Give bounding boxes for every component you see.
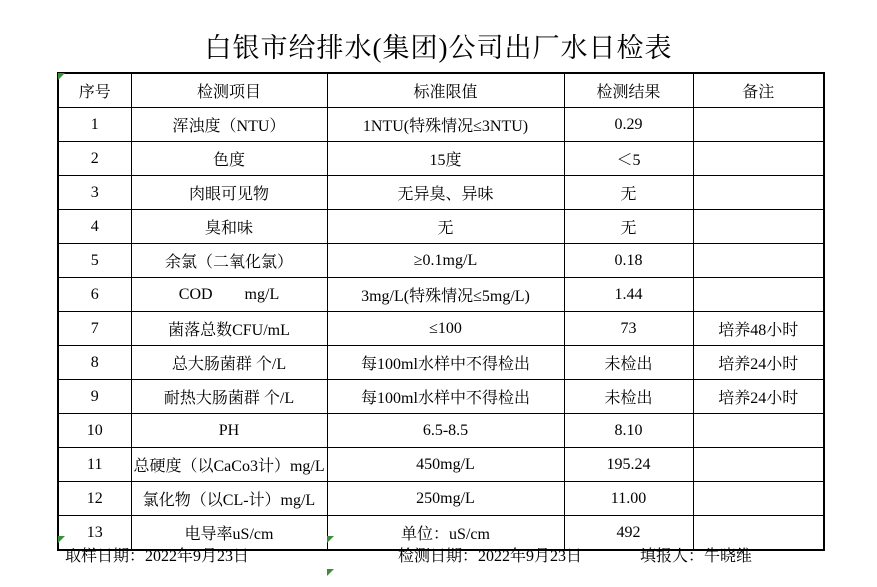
cell-result[interactable]: 8.10 <box>564 414 693 448</box>
cell-result[interactable]: 未检出 <box>564 380 693 414</box>
cell-standard[interactable]: 3mg/L(特殊情况≤5mg/L) <box>327 278 564 312</box>
testing-date[interactable]: 检测日期：2022年9月23日 <box>398 548 583 565</box>
cell-no[interactable]: 8 <box>58 346 131 380</box>
cell-item[interactable]: 耐热大肠菌群 个/L <box>131 380 327 414</box>
column-header-standard: 标准限值 <box>327 73 564 108</box>
excel-cell-flag-icon <box>58 536 65 543</box>
cell-note[interactable]: 培养48小时 <box>693 312 824 346</box>
cell-item[interactable]: 色度 <box>131 142 327 176</box>
reporter-name[interactable]: 填报人：牛晓维 <box>640 548 753 565</box>
cell-note[interactable] <box>693 108 824 142</box>
cell-standard[interactable]: 无异臭、异味 <box>327 176 564 210</box>
cell-item[interactable]: 氯化物（以CL-计）mg/L <box>131 482 327 516</box>
table-row <box>58 278 824 312</box>
cell-item[interactable]: 浑浊度（NTU） <box>131 108 327 142</box>
cell-result[interactable]: 492 <box>564 516 693 551</box>
cell-standard[interactable]: 15度 <box>327 142 564 176</box>
table-row <box>58 448 824 482</box>
table-header-row <box>58 73 824 108</box>
cell-result[interactable]: 1.44 <box>564 278 693 312</box>
cell-no[interactable]: 7 <box>58 312 131 346</box>
cell-result[interactable]: 11.00 <box>564 482 693 516</box>
cell-note[interactable] <box>693 210 824 244</box>
cell-no[interactable]: 3 <box>58 176 131 210</box>
cell-no[interactable]: 13 <box>58 516 131 551</box>
excel-cell-flag-icon <box>327 569 334 576</box>
cell-item[interactable]: 臭和味 <box>131 210 327 244</box>
cell-result[interactable]: 无 <box>564 210 693 244</box>
cell-item[interactable]: 总硬度（以CaCo3计）mg/L <box>131 448 327 482</box>
cell-no[interactable]: 2 <box>58 142 131 176</box>
cell-item[interactable]: 电导率uS/cm <box>131 516 327 551</box>
cell-note[interactable]: 培养24小时 <box>693 346 824 380</box>
cell-no[interactable]: 1 <box>58 108 131 142</box>
table-row <box>58 210 824 244</box>
cell-standard[interactable]: 单位：uS/cm <box>327 516 564 551</box>
cell-no[interactable]: 10 <box>58 414 131 448</box>
cell-standard[interactable]: 1NTU(特殊情况≤3NTU) <box>327 108 564 142</box>
cell-result[interactable]: 无 <box>564 176 693 210</box>
cell-item[interactable]: COD mg/L <box>131 278 327 312</box>
cell-note[interactable] <box>693 414 824 448</box>
cell-note[interactable] <box>693 244 824 278</box>
cell-no[interactable]: 4 <box>58 210 131 244</box>
sampling-date[interactable]: 取样日期：2022年9月23日 <box>65 548 250 565</box>
cell-item[interactable]: 余氯（二氧化氯） <box>131 244 327 278</box>
cell-item[interactable]: PH <box>131 414 327 448</box>
cell-no[interactable]: 12 <box>58 482 131 516</box>
table-row <box>58 142 824 176</box>
cell-no[interactable]: 5 <box>58 244 131 278</box>
cell-standard[interactable]: 6.5-8.5 <box>327 414 564 448</box>
cell-result[interactable]: ＜5 <box>564 142 693 176</box>
cell-note[interactable] <box>693 176 824 210</box>
cell-item[interactable]: 总大肠菌群 个/L <box>131 346 327 380</box>
table-row <box>58 380 824 414</box>
page-title: 白银市给排水(集团)公司出厂水日检表 <box>204 33 673 63</box>
cell-standard[interactable]: 250mg/L <box>327 482 564 516</box>
cell-item[interactable]: 菌落总数CFU/mL <box>131 312 327 346</box>
cell-note[interactable] <box>693 482 824 516</box>
inspection-table <box>57 72 825 551</box>
cell-standard[interactable]: 无 <box>327 210 564 244</box>
cell-result[interactable]: 0.18 <box>564 244 693 278</box>
cell-note[interactable] <box>693 448 824 482</box>
cell-note[interactable]: 培养24小时 <box>693 380 824 414</box>
table-row <box>58 108 824 142</box>
cell-note[interactable] <box>693 142 824 176</box>
table-row <box>58 312 824 346</box>
cell-result[interactable]: 未检出 <box>564 346 693 380</box>
excel-cell-flag-icon <box>58 73 65 80</box>
cell-standard[interactable]: 450mg/L <box>327 448 564 482</box>
cell-no[interactable]: 11 <box>58 448 131 482</box>
column-header-result: 检测结果 <box>564 73 693 108</box>
cell-note[interactable] <box>693 278 824 312</box>
table-row <box>58 482 824 516</box>
cell-item[interactable]: 肉眼可见物 <box>131 176 327 210</box>
cell-result[interactable]: 0.29 <box>564 108 693 142</box>
table-row <box>58 414 824 448</box>
cell-no[interactable]: 9 <box>58 380 131 414</box>
column-header-note: 备注 <box>693 73 824 108</box>
cell-standard[interactable]: 每100ml水样中不得检出 <box>327 346 564 380</box>
cell-result[interactable]: 195.24 <box>564 448 693 482</box>
table-row <box>58 346 824 380</box>
cell-no[interactable]: 6 <box>58 278 131 312</box>
cell-standard[interactable]: ≤100 <box>327 312 564 346</box>
cell-standard[interactable]: ≥0.1mg/L <box>327 244 564 278</box>
column-header-item: 检测项目 <box>131 73 327 108</box>
excel-cell-flag-icon <box>327 536 334 543</box>
cell-standard[interactable]: 每100ml水样中不得检出 <box>327 380 564 414</box>
column-header-no: 序号 <box>58 73 131 108</box>
cell-result[interactable]: 73 <box>564 312 693 346</box>
table-row <box>58 176 824 210</box>
table-row <box>58 244 824 278</box>
